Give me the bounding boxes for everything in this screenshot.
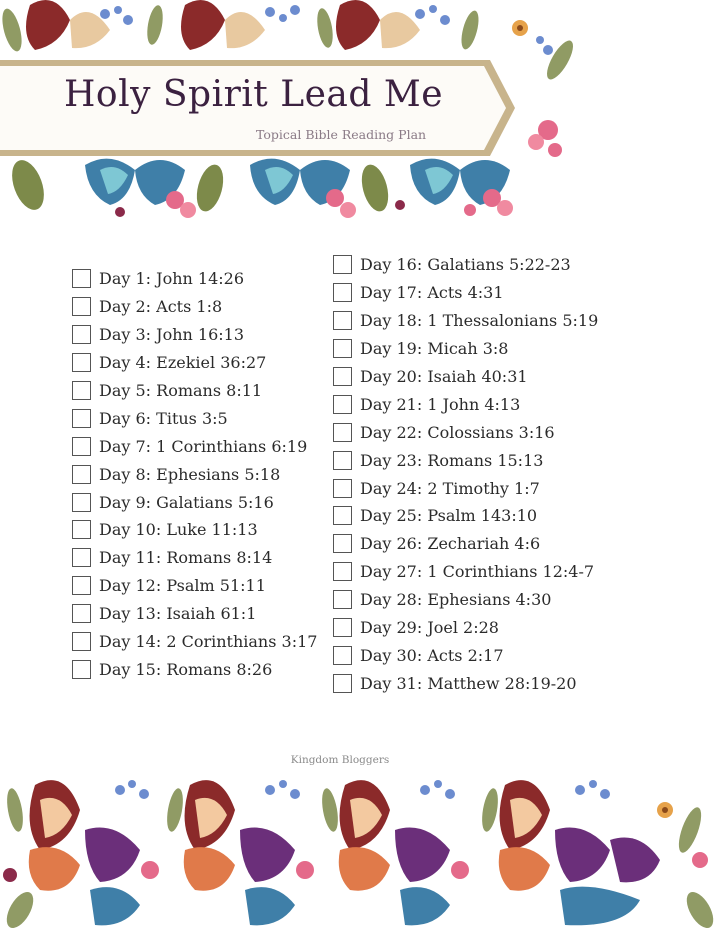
- reading-label: Day 3: John 16:13: [99, 325, 244, 345]
- checkbox[interactable]: [72, 632, 91, 651]
- checkbox[interactable]: [72, 409, 91, 428]
- list-item: [333, 669, 598, 697]
- reading-label: Day 9: Galatians 5:16: [99, 492, 274, 512]
- footer-credit: Kingdom Bloggers: [290, 754, 390, 766]
- checkbox[interactable]: [333, 283, 352, 302]
- checkbox[interactable]: [72, 604, 91, 623]
- reading-label: Day 8: Ephesians 5:18: [99, 464, 281, 484]
- reading-label: Day 20: Isaiah 40:31: [360, 367, 528, 386]
- reading-label: Day 11: Romans 8:14: [99, 548, 273, 568]
- reading-list-right: [333, 251, 598, 697]
- list-item: [333, 418, 598, 446]
- checkbox[interactable]: [333, 367, 352, 386]
- checkbox[interactable]: [333, 339, 352, 358]
- checkbox[interactable]: [72, 381, 91, 400]
- reading-label: Day 24: 2 Timothy 1:7: [360, 478, 540, 498]
- checkbox[interactable]: [72, 353, 91, 372]
- reading-label: Day 23: Romans 15:13: [360, 450, 544, 470]
- reading-label: Day 7: 1 Corinthians 6:19: [99, 436, 308, 456]
- list-item: [333, 558, 598, 586]
- list-item: [72, 488, 317, 516]
- list-item: [333, 335, 598, 363]
- reading-label: Day 21: 1 John 4:13: [360, 394, 521, 414]
- list-item: [72, 432, 317, 460]
- list-item: [72, 404, 317, 432]
- reading-list-left: [72, 265, 317, 683]
- reading-label: Day 19: Micah 3:8: [360, 339, 509, 359]
- checkbox[interactable]: [333, 618, 352, 637]
- checkbox[interactable]: [72, 269, 91, 288]
- list-item: [333, 279, 598, 307]
- reading-label: Day 28: Ephesians 4:30: [360, 590, 552, 610]
- checkbox[interactable]: [333, 479, 352, 498]
- checkbox[interactable]: [333, 562, 352, 581]
- list-item: [333, 530, 598, 558]
- reading-label: Day 17: Acts 4:31: [360, 283, 504, 303]
- list-item: [72, 293, 317, 321]
- checkbox[interactable]: [333, 451, 352, 470]
- checkbox[interactable]: [72, 297, 91, 316]
- checkbox[interactable]: [333, 646, 352, 665]
- list-item: [72, 265, 317, 293]
- checkbox[interactable]: [72, 576, 91, 595]
- page-title: Holy Spirit Lead Me: [64, 74, 444, 115]
- reading-label: Day 25: Psalm 143:10: [360, 506, 538, 526]
- checkbox[interactable]: [72, 465, 91, 484]
- list-item: [72, 655, 317, 683]
- list-item: [333, 641, 598, 669]
- list-item: [333, 307, 598, 335]
- checkbox[interactable]: [333, 590, 352, 609]
- checkbox[interactable]: [333, 311, 352, 330]
- list-item: [72, 572, 317, 600]
- list-item: [333, 390, 598, 418]
- list-item: [333, 502, 598, 530]
- list-item: [72, 321, 317, 349]
- reading-label: Day 1: John 14:26: [99, 269, 244, 289]
- reading-label: Day 5: Romans 8:11: [99, 381, 263, 400]
- checkbox[interactable]: [72, 437, 91, 456]
- list-item: [333, 474, 598, 502]
- reading-label: Day 6: Titus 3:5: [99, 408, 228, 428]
- reading-label: Day 2: Acts 1:8: [99, 297, 223, 317]
- reading-label: Day 16: Galatians 5:22-23: [360, 255, 571, 275]
- list-item: [72, 600, 317, 628]
- reading-label: Day 29: Joel 2:28: [360, 618, 499, 638]
- reading-label: Day 10: Luke 11:13: [99, 520, 258, 540]
- checkbox[interactable]: [72, 493, 91, 512]
- reading-label: Day 18: 1 Thessalonians 5:19: [360, 311, 599, 331]
- list-item: [72, 628, 317, 656]
- checkbox[interactable]: [333, 534, 352, 553]
- list-item: [72, 460, 317, 488]
- checkbox[interactable]: [333, 506, 352, 525]
- checkbox[interactable]: [72, 325, 91, 344]
- list-item: [72, 544, 317, 572]
- checkbox[interactable]: [333, 674, 352, 693]
- reading-label: Day 30: Acts 2:17: [360, 645, 504, 665]
- list-item: [72, 377, 317, 405]
- reading-label: Day 14: 2 Corinthians 3:17: [99, 632, 318, 652]
- checkbox[interactable]: [72, 548, 91, 567]
- list-item: [333, 251, 598, 279]
- checkbox[interactable]: [72, 520, 91, 539]
- reading-label: Day 22: Colossians 3:16: [360, 422, 555, 442]
- page-subtitle: Topical Bible Reading Plan: [256, 127, 427, 142]
- reading-label: Day 31: Matthew 28:19-20: [360, 673, 577, 693]
- reading-label: Day 15: Romans 8:26: [99, 659, 273, 679]
- checkbox[interactable]: [333, 395, 352, 414]
- reading-label: Day 26: Zechariah 4:6: [360, 534, 541, 554]
- reading-label: Day 13: Isaiah 61:1: [99, 604, 257, 624]
- bottom-floral-border: [0, 770, 720, 931]
- list-item: [333, 614, 598, 642]
- checkbox[interactable]: [72, 660, 91, 679]
- list-item: [72, 349, 317, 377]
- checkbox[interactable]: [333, 255, 352, 274]
- reading-label: Day 4: Ezekiel 36:27: [99, 353, 267, 373]
- list-item: [333, 586, 598, 614]
- list-item: [333, 446, 598, 474]
- reading-label: Day 12: Psalm 51:11: [99, 576, 266, 596]
- checkbox[interactable]: [333, 423, 352, 442]
- reading-label: Day 27: 1 Corinthians 12:4-7: [360, 562, 595, 582]
- list-item: [333, 363, 598, 391]
- list-item: [72, 516, 317, 544]
